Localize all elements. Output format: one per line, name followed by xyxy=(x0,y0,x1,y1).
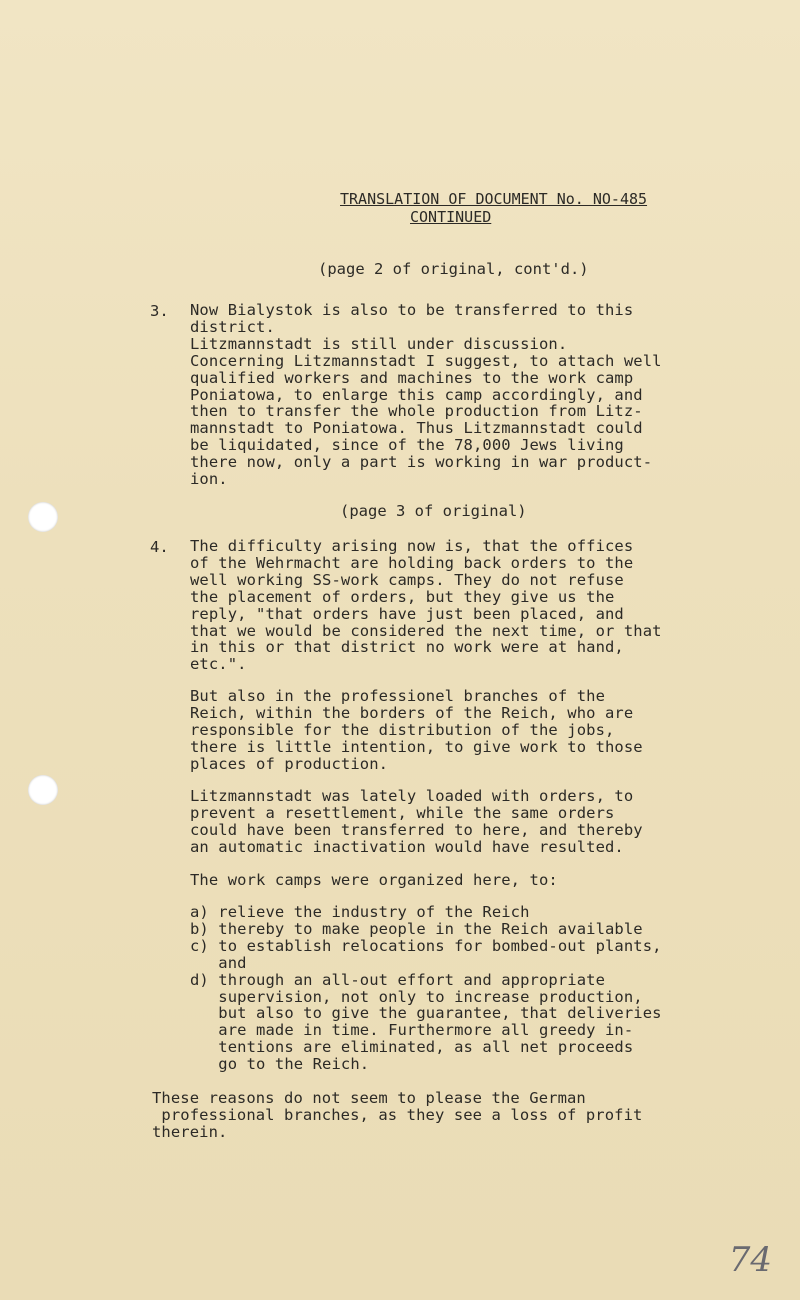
page-reference-2: (page 2 of original, cont'd.) xyxy=(318,260,589,278)
punch-hole xyxy=(28,502,58,532)
page-mark: 74 xyxy=(728,1240,772,1280)
section-3-number: 3. xyxy=(150,302,169,320)
section-4-paragraph-4: The work camps were organized here, to: xyxy=(190,871,558,889)
section-4-paragraph-2: But also in the professionel branches of the Reich, within the borders of the Reich, who are responsible for the distribution of the jobs, there is little intention, to give work to those places of production. xyxy=(190,687,643,773)
document-title xyxy=(340,190,700,226)
section-4-paragraph-3: Litzmannstadt was lately loaded with orders, to prevent a resettlement, while the same orders could have been transferred to here, and thereby an automatic inactivation would have resulted. xyxy=(190,787,643,856)
closing-paragraph: These reasons do not seem to please the German professional branches, as they see a loss of profit therein. xyxy=(152,1089,643,1141)
title-line-1: TRANSLATION OF DOCUMENT No. NO-485 xyxy=(340,190,648,208)
page-reference-3: (page 3 of original) xyxy=(340,502,527,520)
section-3-text: Now Bialystok is also to be transferred to this district. Litzmannstadt is still under discussion. Concerning Litzmannstadt I suggest, to attach well qualified workers and machines to the work camp Poniatowa, to enlarge this camp accordingly, and then to transfer the whole production from Litz- mannstadt to Poniatowa. Thus Litzmannstadt could be liquidated, since of the 78,000 Jews living there now, only a part is working in war product- ion. xyxy=(190,301,662,489)
section-4-paragraph-1: The difficulty arising now is, that the offices of the Wehrmacht are holding back orders to the well working SS-work camps. They do not refuse the placement of orders, but they give us the reply, "that orders have just been placed, and that we would be considered the next time, or that in this or that district no work were at hand, etc.". xyxy=(190,537,662,674)
section-4-list: a) relieve the industry of the Reich b) thereby to make people in the Reich available c) to establish relocations for bombed-out plants, and d) through an all-out effort and appropriate supervision, not only to increase production, but also to give the guarantee, that deliveries are made in time. Furthermore all greedy in- tentions are eliminated, as all net proceeds go to the Reich. xyxy=(190,903,662,1074)
punch-hole xyxy=(28,775,58,805)
title-line-2: CONTINUED xyxy=(410,208,492,226)
section-4-number: 4. xyxy=(150,538,169,556)
